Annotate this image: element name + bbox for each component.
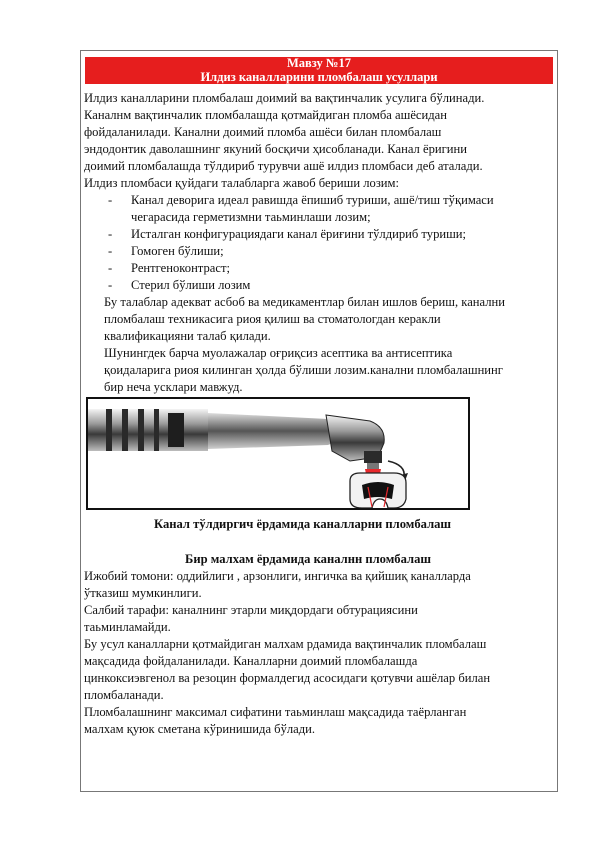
body-line: пломбалаш техникасига риоя қилиш ва стоматологдан керакли — [104, 312, 441, 326]
section-line: мақсадида фойдаланилади. Каналларни доимий пломбалашда — [84, 654, 418, 668]
section-line: Пломбалашнинг максимал сифатини таьминлаш мақсадида таёрланган — [84, 705, 467, 719]
figure-caption: Канал тўлдиргич ёрдамида каналларни пломбалаш — [154, 517, 452, 531]
section-line: пломбаланади. — [84, 688, 164, 702]
list-item-text: чегарасида герметизмни таьминлаши лозим; — [131, 210, 371, 224]
intro-line: Илдиз каналларини пломбалаш доимий ва вақтинчалик усулига бўлинади. — [84, 91, 485, 105]
intro-line: доимий пломбалашда тўлдириб турувчи ашё илдиз пломбаси деб аталади. — [84, 159, 483, 173]
dental-handpiece-illustration — [88, 399, 468, 508]
list-bullet: - — [108, 193, 113, 207]
body-line: Бу талаблар адекват асбоб ва медикаментлар билан ишлов бериш, канални — [104, 295, 505, 309]
page-title: Илдиз каналларини пломбалаш усуллари — [200, 69, 438, 84]
list-item-text: Рентгеноконтраст; — [131, 261, 230, 275]
body-line: квалификацияни талаб қилади. — [104, 329, 271, 343]
section-heading: Бир малхам ёрдамида каналнн пломбалаш — [185, 552, 432, 566]
section-line: Салбий тарафи: каналнинг этарли миқдордаги обтурациясини — [84, 603, 418, 617]
figure-box — [86, 397, 470, 510]
section-line: малхам қуюк сметана кўринишида бўлади. — [84, 722, 316, 736]
intro-line: Каналнм вақтинчалик пломбалашда қотмайдиган пломба ашёсидан — [84, 108, 447, 122]
body-line: Шунингдек барча муолажалар оғриқсиз асептика ва антисептика — [104, 346, 453, 360]
body-line: қоидаларига риоя килинган ҳолда бўлиши лозим.канални пломбалашнинг — [104, 363, 503, 377]
body-line: бир неча усклари мавжуд. — [104, 380, 243, 394]
intro-line: фойдаланилади. Канални доимий пломба ашёси билан пломбалаш — [84, 125, 442, 139]
list-bullet: - — [108, 278, 113, 292]
section-line: таьминламайди. — [84, 620, 171, 634]
list-item-text: Стерил бўлиши лозим — [131, 278, 251, 292]
topic-number: Мавзу №17 — [287, 56, 351, 70]
list-bullet: - — [108, 261, 113, 275]
intro-line: Илдиз пломбаси қуйдаги талабларга жавоб бериши лозим: — [84, 176, 400, 190]
title-band — [85, 57, 553, 84]
section-line: Бу усул каналларни қотмайдиган малхам рдамида вақтинчалик пломбалаш — [84, 637, 487, 651]
intro-line: эндодонтик даволашнинг якуний босқичи ҳисобланади. Канал ёригини — [84, 142, 467, 156]
list-bullet: - — [108, 244, 113, 258]
section-line: ўтказиш мумкинлиги. — [84, 586, 202, 600]
handpiece-neck — [208, 413, 338, 449]
list-item-text: Исталган конфигурациядаги канал ёриғини тўлдириб туриши; — [131, 227, 467, 241]
tooth-icon — [350, 473, 406, 508]
list-bullet: - — [108, 227, 113, 241]
list-item-text: Канал деворига идеал равишда ёпишиб туриши, ашё/тиш тўқимаси — [131, 193, 494, 207]
list-item-text: Гомоген бўлиши; — [131, 244, 224, 258]
section-line: Ижобий томони: оддийлиги , арзонлиги, ингичка ва қийшиқ каналларда — [84, 569, 471, 583]
section-line: цинкоксиэвгенол ва резоцин формалдегид асосидаги қотувчи ашёлар билан — [84, 671, 491, 685]
